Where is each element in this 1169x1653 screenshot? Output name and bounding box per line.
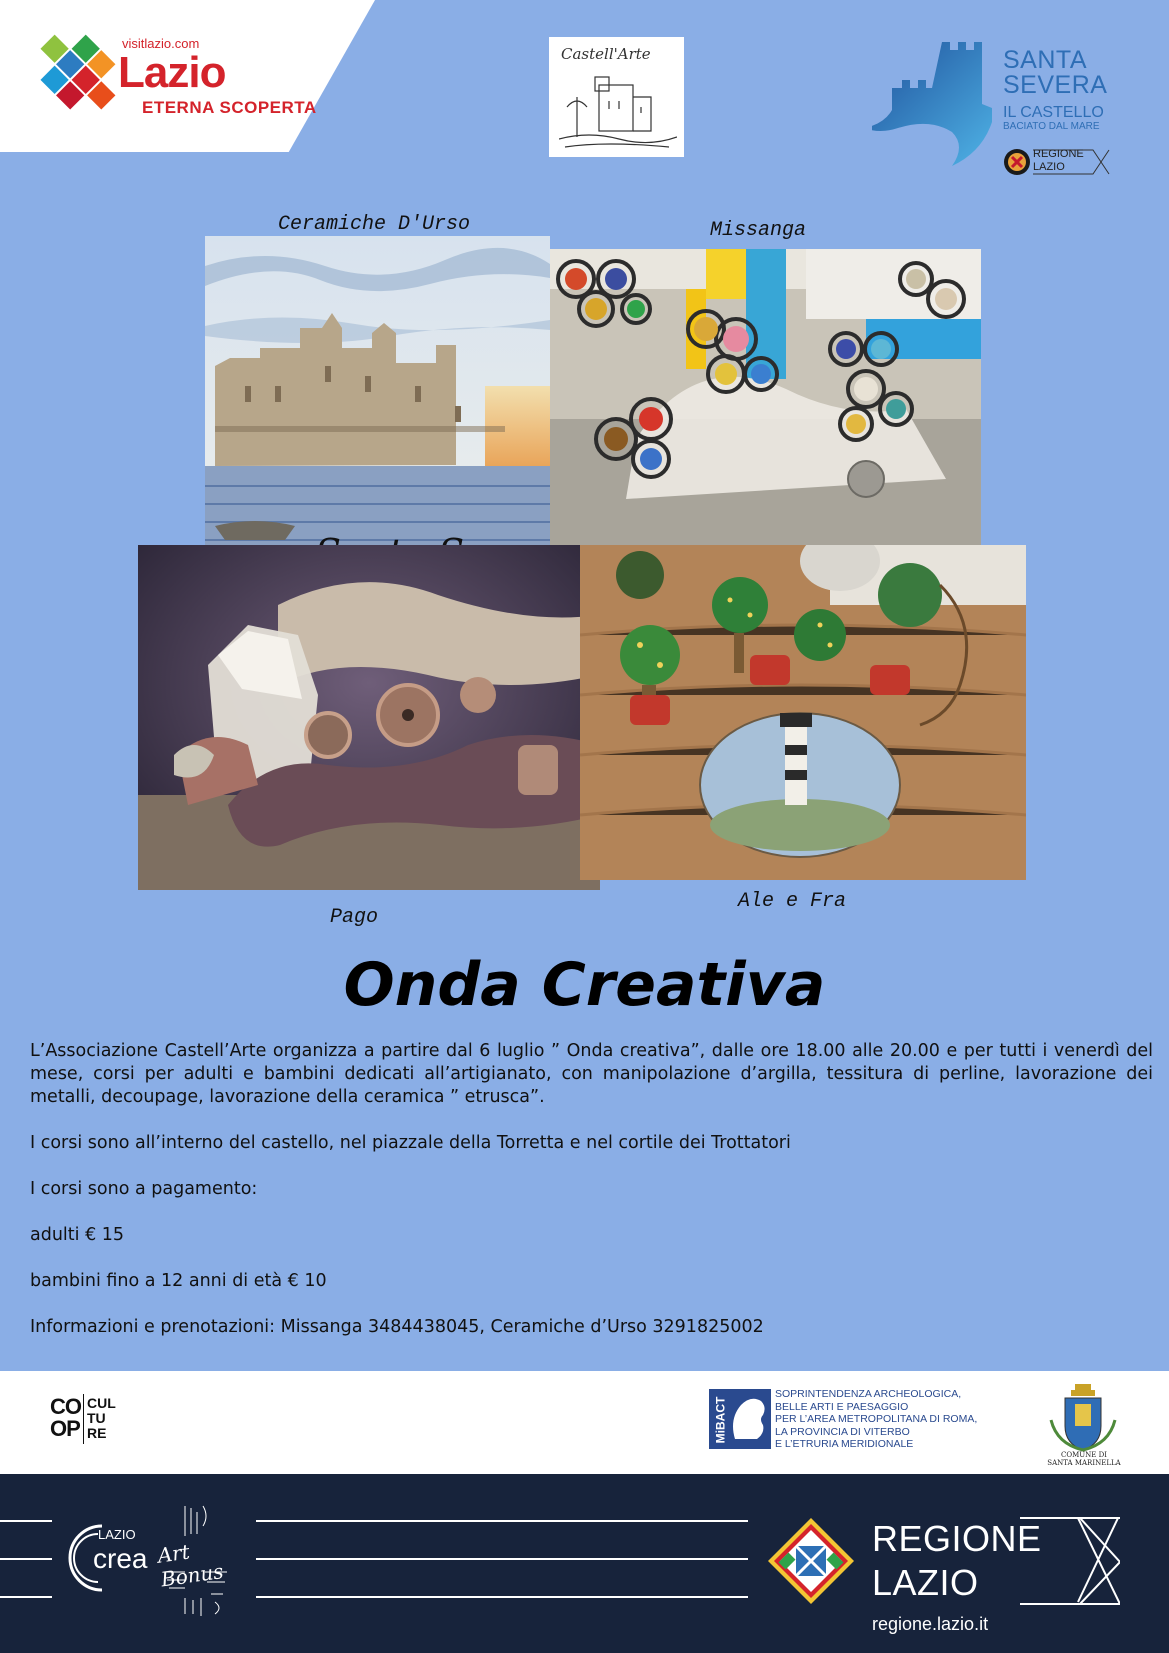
footer-line <box>256 1596 748 1598</box>
description-paragraph-1: L’Associazione Castell’Arte organizza a partire dal 6 luglio ” Onda creativa”, dalle ore 18.00 alle 20.00 e per tutti i venerdì del mese, corsi per adulti e bambini dedicati all’artigianato, con manipolazione d’argilla, tessitura di perline, lavorazione dei metalli, decoupage, lavorazione della ceramica ” etrusca”. <box>30 1041 1153 1107</box>
mibact-head-icon <box>727 1395 767 1443</box>
art-bonus-scribble-icon <box>155 1502 241 1618</box>
sopr-line-4: LA PROVINCIA DI VITERBO <box>775 1425 910 1438</box>
art-bonus-logo <box>155 1502 241 1618</box>
art-bonus-label: Art Bonus <box>156 1539 225 1592</box>
footer-line <box>0 1558 52 1560</box>
santa-marinella-label <box>1036 1451 1132 1467</box>
santa-severa-subtitle-2: BACIATO DAL MARE <box>1003 121 1100 132</box>
event-description <box>30 1040 1153 1362</box>
photo-pago <box>138 545 600 890</box>
regione-lazio-url[interactable]: regione.lazio.it <box>872 1614 989 1634</box>
lazio-tiles-logo <box>30 34 116 120</box>
regione-small-line-1: REGIONE <box>1033 148 1084 160</box>
castellarte-logo <box>549 37 684 157</box>
photo-missanga <box>536 249 981 547</box>
footer-line <box>0 1596 52 1598</box>
caption-missanga: Missanga <box>710 219 807 242</box>
sopr-line-2: BELLE ARTI E PAESAGGIO <box>775 1400 909 1413</box>
mibact-logo <box>709 1389 771 1449</box>
santa-severa-title <box>1003 48 1107 98</box>
cul-line-3: RE <box>87 1425 107 1441</box>
cul-line-1: CUL <box>87 1395 116 1411</box>
contact-info: Informazioni e prenotazioni: Missanga 3484438045, Ceramiche d’Urso 3291825002 <box>30 1317 764 1337</box>
lazio-wordmark: Lazio <box>118 48 226 97</box>
sopr-line-3: PER L’AREA METROPOLITANA DI ROMA, <box>775 1413 978 1425</box>
castle-sketch-icon <box>559 67 677 153</box>
castellarte-label: Castell'Arte <box>561 45 651 63</box>
lazio-crea-label-2: crea <box>93 1543 148 1574</box>
santa-title-line-2: SEVERA <box>1003 71 1108 99</box>
coopculture-logo <box>50 1394 116 1446</box>
sopr-line-1: SOPRINTENDENZA ARCHEOLOGICA, <box>775 1388 962 1400</box>
sopr-line-5: E L’ETRURIA MERIDIONALE <box>775 1438 914 1450</box>
lazio-tagline: ETERNA SCOPERTA <box>142 98 317 117</box>
marinella-line-1: COMUNE DI <box>1061 1451 1107 1459</box>
description-paragraph-2: I corsi sono all’interno del castello, nel piazzale della Torretta e nel cortile dei Trottatori <box>30 1133 791 1153</box>
caption-ale-e-fra: Ale e Fra <box>738 890 847 913</box>
regione-lazio-crest-icon <box>766 1516 856 1606</box>
description-paragraph-3: I corsi sono a pagamento: <box>30 1179 258 1199</box>
price-adults: adulti € 15 <box>30 1225 125 1245</box>
event-title: Onda Creativa <box>343 950 826 1020</box>
soprintendenza-text <box>775 1388 977 1451</box>
santa-severa-tower-icon <box>872 36 1014 176</box>
visitlazio-url: visitlazio.com <box>122 36 200 51</box>
caption-ceramiche: Ceramiche D'Urso <box>278 213 471 236</box>
caption-pago: Pago <box>330 906 379 929</box>
footer-line <box>256 1520 748 1522</box>
footer-line <box>0 1520 52 1522</box>
partner-strip <box>0 1371 1169 1474</box>
photo-ceramiche <box>205 236 550 583</box>
coop-line-1: CO <box>50 1394 81 1419</box>
regione-lazio-small-label <box>1033 148 1084 174</box>
regione-lazio-title-1: REGIONE <box>872 1518 1042 1559</box>
coop-line-2: OP <box>50 1416 80 1441</box>
marinella-line-2: SANTA MARINELLA <box>1047 1459 1121 1467</box>
santa-title-line-1: SANTA <box>1003 46 1087 74</box>
regione-lazio-x-icon <box>1020 1516 1120 1606</box>
regione-small-line-2: LAZIO <box>1033 161 1065 173</box>
cul-line-2: TU <box>87 1410 106 1426</box>
photo-ale-e-fra <box>580 545 1026 880</box>
price-children: bambini fino a 12 anni di età € 10 <box>30 1271 327 1291</box>
mibact-label: MiBACT <box>713 1396 728 1444</box>
lazio-crea-label-1: LAZIO <box>98 1527 136 1542</box>
santa-severa-subtitle: IL CASTELLO <box>1003 104 1104 121</box>
regione-lazio-title-2: LAZIO <box>872 1562 979 1603</box>
footer-line <box>256 1558 748 1560</box>
